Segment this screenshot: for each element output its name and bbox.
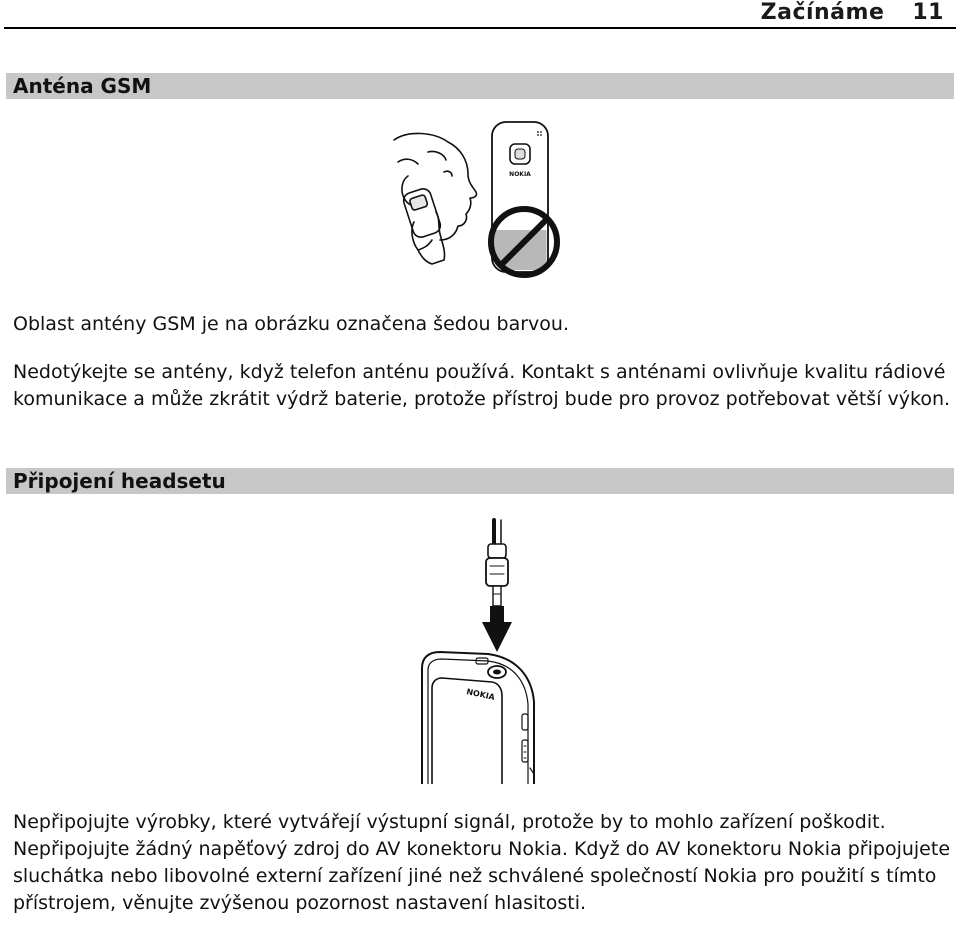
page-header <box>0 0 960 30</box>
paragraph-headset-warning: Nepřipojujte výrobky, které vytvářejí výstupní signál, protože by to mohlo zařízení poškodit. Nepřipojujte žádný napěťový zdroj do AV konektoru Nokia. Když do AV konektoru Nokia připojujete sluchátka nebo libovolné externí zařízení jiné než schválené společností Nokia pro použití s tímto přístrojem, věnujte zvýšenou pozornost nastavení hlasitosti. <box>13 811 951 914</box>
gsm-antenna-illustration <box>388 118 578 288</box>
phone-brand-logo: NOKIA <box>509 171 531 178</box>
face-profile-outline <box>394 133 477 240</box>
section-heading-gsm-antenna: Anténa GSM <box>6 73 954 99</box>
page-number: 11 <box>912 0 944 25</box>
phone-front-brand-logo: NOKIA <box>465 687 496 702</box>
paragraph-antenna-warning: Nedotýkejte se antény, když telefon anténu používá. Kontakt s anténami ovlivňuje kvalitu rádiové komunikace a může zkrátit výdrž baterie, protože přístroj bude pro provoz potřebovat větší výkon. <box>13 361 951 410</box>
header-rule <box>4 27 956 29</box>
insert-arrow-icon <box>482 606 512 652</box>
headset-connection-illustration <box>418 518 542 784</box>
phone-front <box>422 652 534 784</box>
headset-plug <box>488 544 506 558</box>
paragraph-antenna-area: Oblast antény GSM je na obrázku označena šedou barvou. <box>13 313 570 335</box>
running-header <box>761 0 944 25</box>
chapter-title: Začínáme <box>760 0 885 25</box>
section-heading-headset: Připojení headsetu <box>6 468 954 494</box>
